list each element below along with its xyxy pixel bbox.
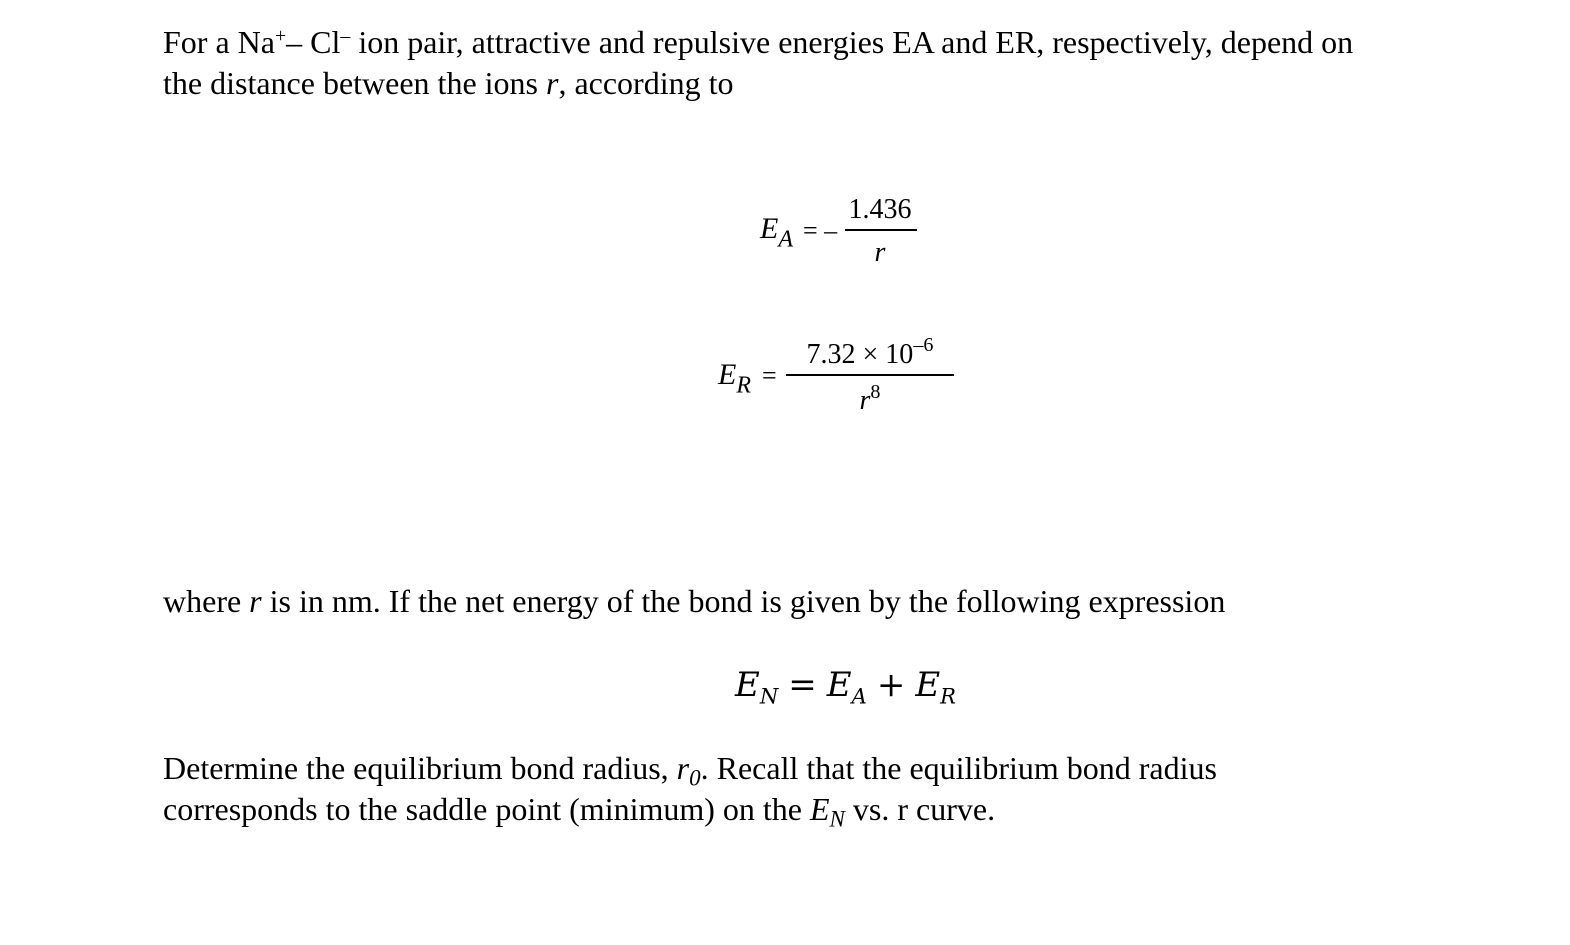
determine-line-2	[163, 789, 1217, 830]
intro-text-cl: – Cl	[286, 24, 341, 60]
er-equals: =	[762, 361, 777, 390]
er-fraction-bar	[786, 374, 954, 376]
variable-en-subscript: N	[829, 805, 845, 832]
determine-text-start: Determine the equilibrium bond radius,	[163, 750, 677, 786]
en-equals: =	[788, 665, 817, 705]
er-numerator: $7.32 \times 10^{-6}$	[806, 333, 934, 370]
variable-r0: r	[676, 750, 690, 786]
determine-text-recall: . Recall that the equilibrium bond radius	[700, 750, 1217, 786]
er-symbol: $E_R$	[718, 358, 751, 399]
where-text-end: is in nm. If the net energy of the bond is given by the following expression	[261, 583, 1226, 619]
en-subscript: N	[759, 683, 779, 709]
ea-equals-minus: = –	[803, 216, 838, 245]
variable-r-where: r	[249, 583, 262, 619]
en-er-symbol: E	[915, 665, 941, 705]
intro-text-distance: the distance between the ions	[163, 65, 546, 101]
en-plus: +	[876, 665, 906, 705]
ea-fraction-bar	[845, 229, 917, 231]
intro-text-na: For a Na	[163, 24, 275, 60]
intro-text-according: , according to	[558, 65, 734, 101]
where-text-start: where	[163, 583, 250, 619]
en-ea-symbol: E	[826, 665, 852, 705]
intro-line-2	[163, 63, 1353, 104]
en-er-subscript: R	[940, 683, 957, 709]
sodium-charge: +	[274, 25, 287, 48]
ea-denominator: r	[874, 237, 886, 268]
chlorine-charge: –	[340, 25, 351, 48]
intro-paragraph	[163, 22, 1353, 104]
intro-text-energies: ion pair, attractive and repulsive energies EA and ER, respectively, depend on	[350, 24, 1354, 60]
ea-symbol: $E_A$	[760, 212, 793, 253]
intro-line-1	[163, 22, 1353, 63]
determine-line-1	[163, 748, 1217, 789]
where-paragraph	[163, 581, 1225, 622]
variable-r0-subscript: 0	[689, 764, 701, 791]
variable-en: E	[810, 791, 830, 827]
determine-text-curve: vs. r curve.	[844, 791, 996, 827]
en-symbol: E	[735, 665, 760, 705]
equation-net-energy	[735, 665, 957, 709]
determine-paragraph	[163, 748, 1217, 830]
variable-r: r	[545, 65, 559, 101]
er-denominator: $r^8$	[859, 380, 881, 416]
determine-text-corresponds: corresponds to the saddle point (minimum) on the	[163, 791, 810, 827]
ea-numerator: 1.436	[848, 194, 912, 225]
en-ea-subscript: A	[851, 683, 867, 709]
